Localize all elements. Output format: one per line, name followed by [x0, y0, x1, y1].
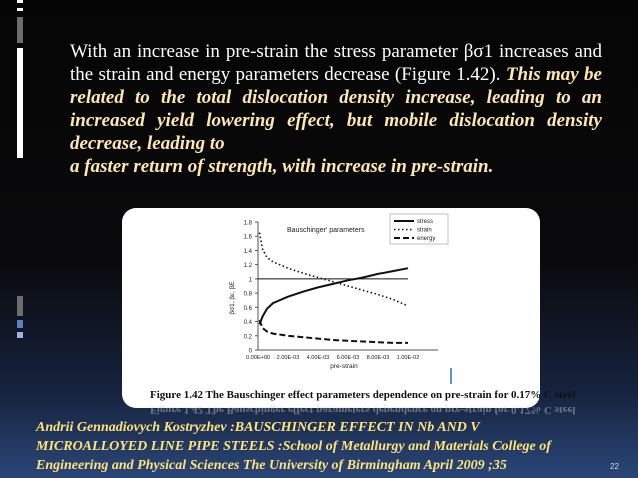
y-tick-label: 0.2 [243, 334, 252, 341]
chart-title: Bauschinger' parameters [287, 227, 365, 234]
paragraph-emphasis-end: a faster return of strength, with increase in pre-strain. [70, 156, 494, 177]
series-line [260, 268, 409, 324]
y-tick-label: 1.4 [243, 248, 252, 255]
citation-line: MICROALLOYED LINE PIPE STEELS :School of Metallurgy and Materials College of [36, 439, 551, 454]
y-tick-label: 1 [248, 277, 252, 284]
bar-segment [17, 320, 23, 328]
x-tick-label: 4.00E-03 [306, 355, 330, 361]
x-tick-label: 6.00E-03 [336, 355, 360, 361]
x-tick-label: 8.00E-03 [366, 355, 390, 361]
series-line [260, 320, 409, 343]
bar-segment [17, 332, 23, 338]
bar-segment [17, 17, 23, 43]
x-tick-label: 1.00E-02 [396, 355, 420, 361]
x-tick-label: 0.00E+00 [245, 355, 271, 361]
left-decorative-bar [17, 0, 23, 478]
legend-label: stress [417, 219, 434, 226]
bauschinger-chart [122, 208, 540, 408]
y-tick-label: 0.4 [243, 320, 252, 327]
series-line [260, 233, 409, 306]
accent-line [450, 368, 452, 384]
paragraph-emphasis: This may be related to the total dislocation density increase, leading to an increased yield lowering effect, but mobile dislocation density decrease, leading to [70, 64, 602, 154]
y-tick-label: 0 [248, 348, 252, 355]
y-tick-label: 0.6 [243, 305, 252, 312]
slide-body-paragraph [70, 40, 602, 178]
x-axis-label: pre-strain [330, 363, 358, 370]
y-tick-label: 1.6 [243, 234, 252, 241]
y-tick-label: 1.8 [243, 220, 252, 227]
figure-caption: Figure 1.42 The Bauschinger effect parameters dependence on pre-strain for 0.17% C steel [150, 389, 576, 401]
y-tick-label: 0.8 [243, 291, 252, 298]
x-tick-label: 2.00E-03 [276, 355, 300, 361]
y-axis-label: βσ1, βε, βE [229, 281, 236, 315]
citation-line: Andrii Gennadiovych Kostryzhev :BAUSCHINGER EFFECT IN Nb AND V [36, 420, 480, 435]
figure-panel [122, 208, 540, 408]
figure-caption-reflection: Figure 1.42 The Bauschinger effect parameters dependence on pre-strain for 0.17% C steel [150, 404, 576, 416]
legend-label: strain [417, 227, 432, 234]
paragraph-lead: With an increase in pre-strain the stress parameter βσ1 increases and the strain and energy parameters decrease (Figure 1.42). [70, 41, 602, 85]
bar-segment [17, 0, 23, 3]
citation-line: Engineering and Physical Sciences The University of Birmingham April 2009 ;35 [36, 458, 507, 473]
bar-segment [17, 8, 23, 11]
legend-label: energy [417, 236, 436, 243]
y-tick-label: 1.2 [243, 263, 252, 270]
citation [36, 418, 636, 475]
slide-number: 22 [610, 462, 619, 471]
bar-segment [17, 296, 23, 316]
bar-segment [17, 48, 23, 158]
